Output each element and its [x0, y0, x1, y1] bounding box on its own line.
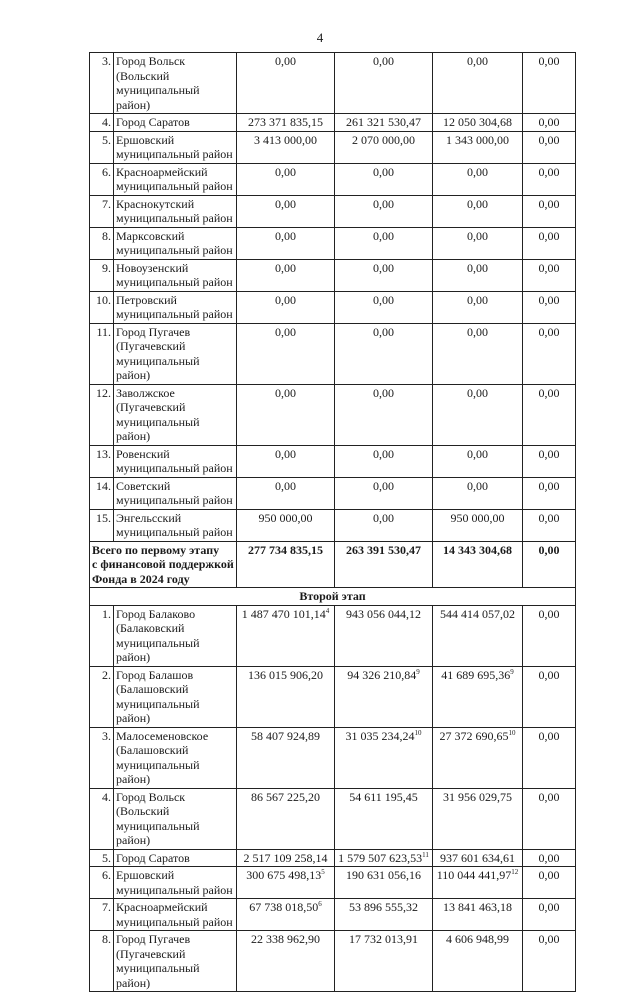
amount-fund: 31 035 234,24$^{10}$	[335, 727, 433, 788]
stage-header-row	[90, 588, 576, 606]
table-row	[90, 849, 576, 867]
amount-total: 300 675 498,13$^5$	[237, 867, 335, 899]
amount-regional: 544 414 057,02	[433, 605, 523, 666]
amount-fund: 0,00	[335, 53, 433, 114]
amount-regional: 4 606 948,99	[433, 931, 523, 992]
total-fund: 263 391 530,47	[335, 541, 433, 588]
amount-regional: 950 000,00	[433, 509, 523, 541]
amount-local: 0,00	[523, 477, 576, 509]
amount-regional: 12 050 304,68	[433, 114, 523, 132]
row-number: 7.	[90, 899, 114, 931]
row-number: 8.	[90, 227, 114, 259]
amount-fund: 0,00	[335, 163, 433, 195]
amount-total: 0,00	[237, 477, 335, 509]
amount-regional: 0,00	[433, 477, 523, 509]
row-number: 6.	[90, 867, 114, 899]
table-row	[90, 114, 576, 132]
table-row	[90, 259, 576, 291]
amount-fund: 53 896 555,32	[335, 899, 433, 931]
amount-local: 0,00	[523, 727, 576, 788]
total-row	[90, 541, 576, 588]
amount-fund: 190 631 056,16	[335, 867, 433, 899]
amount-fund: 0,00	[335, 445, 433, 477]
municipality-name: Ершовский муниципальный район	[114, 867, 237, 899]
total-regional: 14 343 304,68	[433, 541, 523, 588]
amount-regional: 27 372 690,65$^{10}$	[433, 727, 523, 788]
amount-local: 0,00	[523, 867, 576, 899]
municipality-name: Город Саратов	[114, 849, 237, 867]
municipality-name: Город Вольск (Вольский муниципальный район)	[114, 53, 237, 114]
amount-total: 0,00	[237, 291, 335, 323]
amount-local: 0,00	[523, 195, 576, 227]
amount-local: 0,00	[523, 227, 576, 259]
municipality-name: Город Саратов	[114, 114, 237, 132]
amount-total: 0,00	[237, 227, 335, 259]
amount-fund: 17 732 013,91	[335, 931, 433, 992]
amount-regional: 0,00	[433, 195, 523, 227]
amount-local: 0,00	[523, 445, 576, 477]
municipality-name: Новоузенский муниципальный район	[114, 259, 237, 291]
footnote-marker: 6	[318, 900, 322, 908]
amount-regional: 31 956 029,75	[433, 788, 523, 849]
amount-fund: 0,00	[335, 384, 433, 445]
amount-regional: 41 689 695,36$^9$	[433, 666, 523, 727]
amount-total: 0,00	[237, 53, 335, 114]
amount-fund: 0,00	[335, 323, 433, 384]
amount-total: 3 413 000,00	[237, 131, 335, 163]
amount-regional: 937 601 634,61	[433, 849, 523, 867]
amount-regional: 0,00	[433, 163, 523, 195]
row-number: 10.	[90, 291, 114, 323]
table-row	[90, 477, 576, 509]
amount-total: 273 371 835,15	[237, 114, 335, 132]
row-number: 3.	[90, 53, 114, 114]
footnote-marker: 4	[325, 606, 330, 615]
footnote-marker: 5	[321, 868, 325, 876]
municipality-name: Красноармейский муниципальный район	[114, 163, 237, 195]
amount-total: 58 407 924,89	[237, 727, 335, 788]
footnote-marker: 10	[414, 728, 422, 737]
table-row	[90, 195, 576, 227]
amount-total: 67 738 018,50$^6$	[237, 899, 335, 931]
amount-local: 0,00	[523, 114, 576, 132]
municipality-name: Заволжское (Пугачевский муниципальный район)	[114, 384, 237, 445]
municipality-name: Ровенский муниципальный район	[114, 445, 237, 477]
footnote-marker: 11	[422, 850, 429, 859]
row-number: 7.	[90, 195, 114, 227]
amount-local: 0,00	[523, 849, 576, 867]
footnote-marker: 12	[511, 868, 519, 876]
amount-total: 0,00	[237, 323, 335, 384]
table-row	[90, 605, 576, 666]
amount-total: 1 487 470 101,14$^4$	[237, 605, 335, 666]
municipality-name: Красноармейский муниципальный район	[114, 899, 237, 931]
table-row	[90, 727, 576, 788]
amount-fund: 261 321 530,47	[335, 114, 433, 132]
amount-total: 86 567 225,20	[237, 788, 335, 849]
amount-fund: 0,00	[335, 259, 433, 291]
amount-regional: 1 343 000,00	[433, 131, 523, 163]
municipality-name: Энгельсский муниципальный район	[114, 509, 237, 541]
table-row	[90, 509, 576, 541]
amount-fund: 2 070 000,00	[335, 131, 433, 163]
row-number: 3.	[90, 727, 114, 788]
amount-fund: 943 056 044,12	[335, 605, 433, 666]
table-row	[90, 899, 576, 931]
amount-total: 0,00	[237, 163, 335, 195]
amount-regional: 0,00	[433, 445, 523, 477]
row-number: 1.	[90, 605, 114, 666]
row-number: 4.	[90, 114, 114, 132]
amount-total: 136 015 906,20	[237, 666, 335, 727]
amount-local: 0,00	[523, 788, 576, 849]
amount-total: 0,00	[237, 384, 335, 445]
table-row	[90, 788, 576, 849]
amount-total: 0,00	[237, 445, 335, 477]
page-number: 4	[316, 30, 324, 45]
amount-local: 0,00	[523, 509, 576, 541]
amount-local: 0,00	[523, 605, 576, 666]
row-number: 14.	[90, 477, 114, 509]
table-row	[90, 53, 576, 114]
amount-local: 0,00	[523, 259, 576, 291]
funding-table	[89, 52, 576, 992]
amount-local: 0,00	[523, 163, 576, 195]
amount-fund: 0,00	[335, 291, 433, 323]
amount-local: 0,00	[523, 666, 576, 727]
amount-total: 0,00	[237, 259, 335, 291]
municipality-name: Город Пугачев (Пугачевский муниципальный район)	[114, 931, 237, 992]
table-row	[90, 931, 576, 992]
row-number: 5.	[90, 131, 114, 163]
amount-fund: 94 326 210,84$^9$	[335, 666, 433, 727]
amount-fund: 0,00	[335, 509, 433, 541]
amount-total: 950 000,00	[237, 509, 335, 541]
amount-local: 0,00	[523, 131, 576, 163]
row-number: 9.	[90, 259, 114, 291]
municipality-name: Город Балаково (Балаковский муниципальный район)	[114, 605, 237, 666]
table-row	[90, 445, 576, 477]
municipality-name: Советский муниципальный район	[114, 477, 237, 509]
footnote-marker: 10	[508, 728, 516, 737]
amount-regional: 0,00	[433, 384, 523, 445]
amount-regional: 0,00	[433, 53, 523, 114]
municipality-name: Петровский муниципальный район	[114, 291, 237, 323]
table-row	[90, 323, 576, 384]
amount-regional: 0,00	[433, 323, 523, 384]
amount-local: 0,00	[523, 53, 576, 114]
municipality-name: Город Балашов (Балашовский муниципальный район)	[114, 666, 237, 727]
table-row	[90, 131, 576, 163]
row-number: 12.	[90, 384, 114, 445]
total-amount: 277 734 835,15	[237, 541, 335, 588]
row-number: 11.	[90, 323, 114, 384]
row-number: 8.	[90, 931, 114, 992]
amount-regional: 110 044 441,97$^{12}$	[433, 867, 523, 899]
stage-title: Второй этап	[90, 588, 576, 606]
amount-local: 0,00	[523, 899, 576, 931]
table-row	[90, 227, 576, 259]
table-row	[90, 291, 576, 323]
footnote-marker: 9	[510, 667, 514, 676]
amount-local: 0,00	[523, 384, 576, 445]
total-local: 0,00	[523, 541, 576, 588]
amount-total: 0,00	[237, 195, 335, 227]
municipality-name: Краснокутский муниципальный район	[114, 195, 237, 227]
footnote-marker: 9	[416, 667, 420, 676]
amount-fund: 0,00	[335, 195, 433, 227]
municipality-name: Город Вольск (Вольский муниципальный район)	[114, 788, 237, 849]
row-number: 13.	[90, 445, 114, 477]
amount-regional: 0,00	[433, 259, 523, 291]
amount-local: 0,00	[523, 931, 576, 992]
total-label: Всего по первому этапу с финансовой поддержкой Фонда в 2024 году	[90, 541, 237, 588]
row-number: 6.	[90, 163, 114, 195]
amount-total: 22 338 962,90	[237, 931, 335, 992]
row-number: 2.	[90, 666, 114, 727]
amount-regional: 13 841 463,18	[433, 899, 523, 931]
municipality-name: Марксовский муниципальный район	[114, 227, 237, 259]
municipality-name: Малосеменовское (Балашовский муниципальный район)	[114, 727, 237, 788]
amount-fund: 0,00	[335, 477, 433, 509]
amount-regional: 0,00	[433, 227, 523, 259]
municipality-name: Ершовский муниципальный район	[114, 131, 237, 163]
row-number: 4.	[90, 788, 114, 849]
amount-local: 0,00	[523, 323, 576, 384]
amount-local: 0,00	[523, 291, 576, 323]
row-number: 5.	[90, 849, 114, 867]
table-row	[90, 384, 576, 445]
amount-regional: 0,00	[433, 291, 523, 323]
amount-fund: 54 611 195,45	[335, 788, 433, 849]
amount-fund: 1 579 507 623,53$^{11}$	[335, 849, 433, 867]
table-row	[90, 163, 576, 195]
table-row	[90, 666, 576, 727]
amount-total: 2 517 109 258,14	[237, 849, 335, 867]
amount-fund: 0,00	[335, 227, 433, 259]
table-row	[90, 867, 576, 899]
municipality-name: Город Пугачев (Пугачевский муниципальный район)	[114, 323, 237, 384]
row-number: 15.	[90, 509, 114, 541]
